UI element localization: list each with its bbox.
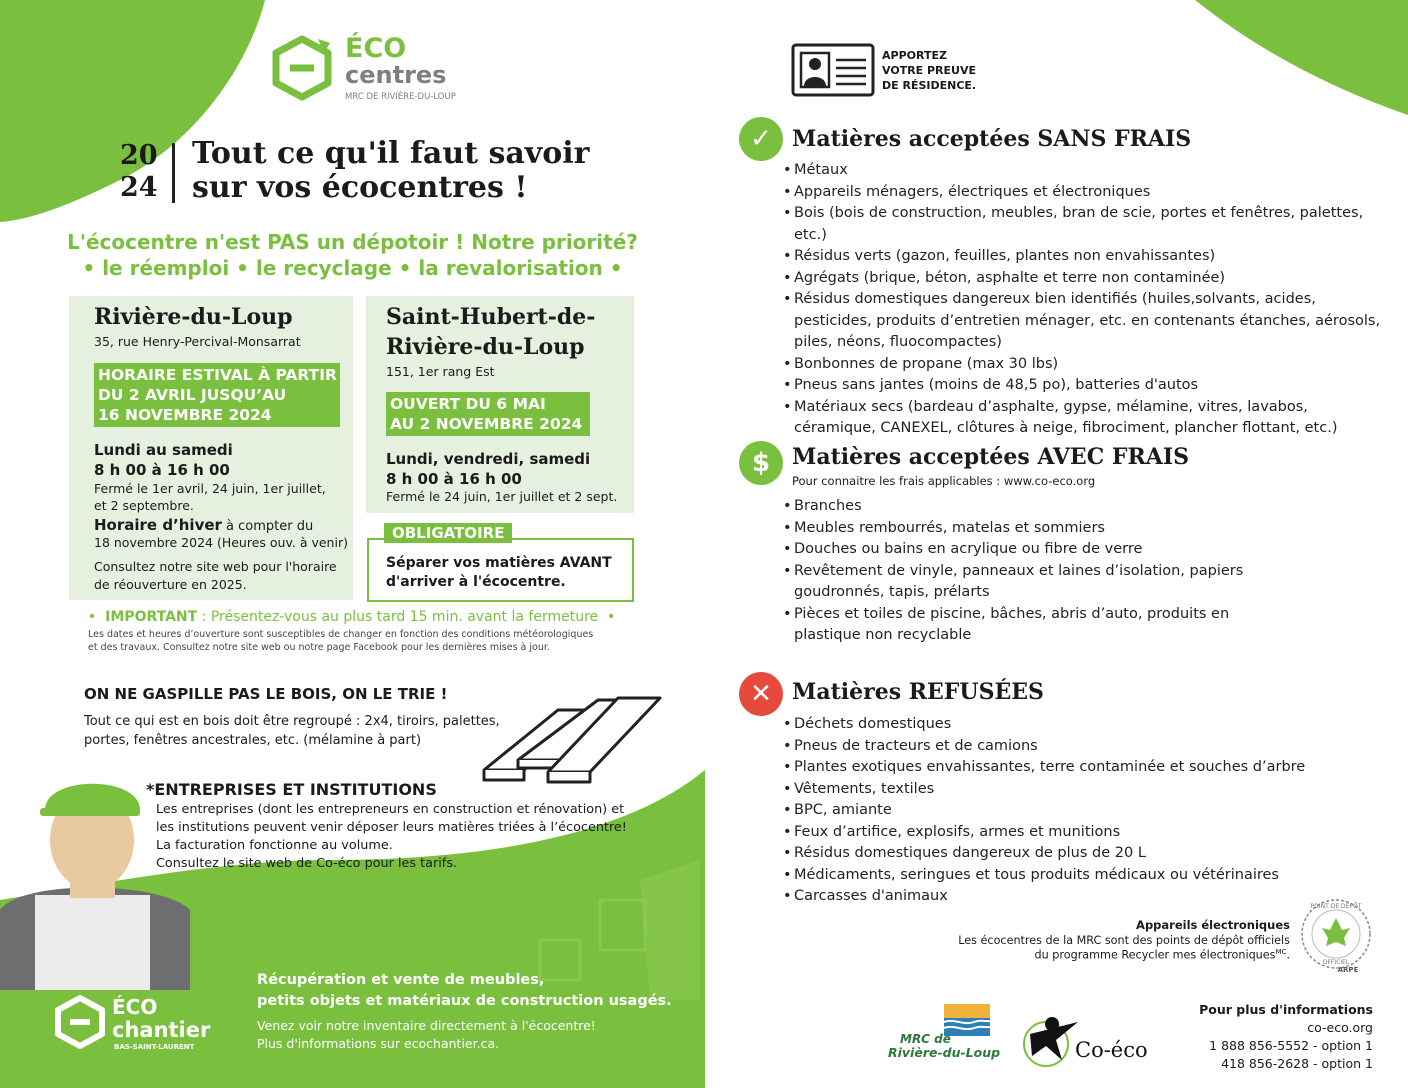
sh-closed: Fermé le 24 juin, 1er juillet et 2 sept. xyxy=(386,489,618,504)
refused-item: • BPC, amiante xyxy=(783,800,1383,822)
contact-phone-2[interactable]: 418 856-2628 - option 1 xyxy=(1221,1056,1373,1071)
rdl-name: Rivière-du-Loup xyxy=(94,304,293,330)
free-item: • Matériaux secs (bardeau d’asphalte, gypse, mélamine, vitres, lavabos, céramique, CANEXEL, clôtures à neige, fibrociment, plancher flottant, etc.) xyxy=(783,397,1383,440)
electronics-sup: MC xyxy=(1275,948,1287,956)
contact-site[interactable]: co-eco.org xyxy=(1307,1020,1373,1035)
business-line-1: Les entreprises (dont les entrepreneurs en construction et rénovation) et xyxy=(156,802,625,817)
rdl-hours: 8 h 00 à 16 h 00 xyxy=(94,461,230,479)
rdl-winter-rest: à compter du xyxy=(221,519,314,534)
official-depot-seal-icon xyxy=(1298,896,1374,976)
rdl-season-tag xyxy=(94,363,340,427)
rdl-consult-1: Consultez notre site web pour l'horaire xyxy=(94,559,337,574)
recycle-logo-icon xyxy=(268,33,336,103)
mandatory-text-1: Séparer vos matières AVANT xyxy=(386,555,612,571)
electronics-line-1: Les écocentres de la MRC sont des points de dépôt officiels xyxy=(958,934,1290,947)
refused-list xyxy=(783,714,1383,908)
mandatory-tag: OBLIGATOIRE xyxy=(384,523,512,543)
business-line-4: Consultez le site web de Co-éco pour les tarifs. xyxy=(156,856,458,871)
seal-top-text: POINT DE DÉPÔT xyxy=(1310,903,1362,910)
ecochantier-logo-3: BAS-SAINT-LAURENT xyxy=(114,1043,195,1051)
coeco-logo-text: Co-éco xyxy=(1075,1038,1148,1062)
sh-season-tag xyxy=(386,392,590,436)
proof-text xyxy=(882,48,976,93)
free-item: • Métaux xyxy=(783,160,1383,182)
sh-name-1: Saint-Hubert-de- xyxy=(386,304,596,330)
rdl-address: 35, rue Henry-Percival-Monsarrat xyxy=(94,334,301,349)
refused-item: • Vêtements, textiles xyxy=(783,779,1383,801)
rdl-closed-1: Fermé le 1er avril, 24 juin, 1er juillet, xyxy=(94,481,326,496)
important-text: : Présentez-vous au plus tard 15 min. avant la fermeture xyxy=(197,609,599,625)
rdl-season-1: HORAIRE ESTIVAL À PARTIR xyxy=(98,366,337,384)
contact-title: Pour plus d'informations xyxy=(1199,1002,1373,1017)
proof-line-3: DE RÉSIDENCE. xyxy=(882,79,977,92)
ecochantier-logo-2: chantier xyxy=(112,1018,211,1042)
rdl-consult-2: de réouverture en 2025. xyxy=(94,577,247,592)
electronics-title: Appareils électroniques xyxy=(1136,918,1290,932)
electronics-line-2-text: du programme Recycler mes électroniques xyxy=(1034,948,1276,962)
rdl-winter-bold: Horaire d’hiver xyxy=(94,516,222,534)
fee-item: • Douches ou bains en acrylique ou fibre de verre xyxy=(783,539,1293,561)
mrc-logo-1: MRC de xyxy=(900,1032,951,1046)
fee-item: • Branches xyxy=(783,496,1293,518)
important-note-1: Les dates et heures d’ouverture sont susceptibles de changer en fonction des conditions météorologiques xyxy=(88,629,594,640)
seal-bottom-text: OFFICIEL xyxy=(1322,959,1350,966)
free-item: • Résidus verts (gazon, feuilles, plantes non envahissantes) xyxy=(783,246,1383,268)
rdl-closed-2: et 2 septembre. xyxy=(94,498,194,513)
wood-line2: portes, fenêtres ancestrales, etc. (mélamine à part) xyxy=(84,733,422,748)
rdl-season-3: 16 NOVEMBRE 2024 xyxy=(98,406,272,424)
id-card-icon xyxy=(790,42,876,98)
free-item: • Pneus sans jantes (moins de 48,5 po), batteries d'autos xyxy=(783,375,1383,397)
free-item: • Résidus domestiques dangereux bien identifiés (huiles,solvants, acides, pesticides, produits d’entretien ménager, etc. en contenants étanches, aérosols, piles, néons, fluocompactes) xyxy=(783,289,1383,354)
important-line: • IMPORTANT : Présentez-vous au plus tard 15 min. avant la fermeture • xyxy=(88,609,616,625)
slogan-line1: L'écocentre n'est PAS un dépotoir ! Notre priorité? xyxy=(67,230,638,254)
refused-item: • Pneus de tracteurs et de camions xyxy=(783,736,1383,758)
refused-item: • Résidus domestiques dangereux de plus de 20 L xyxy=(783,843,1383,865)
mrc-logo-2: Rivière-du-Loup xyxy=(888,1045,1001,1060)
fee-item: • Revêtement de vinyle, panneaux et laines d’isolation, papiers goudronnés, tapis, prélarts xyxy=(783,561,1293,604)
fee-item: • Pièces et toiles de piscine, bâches, abris d’auto, produits en plastique non recyclable xyxy=(783,604,1293,647)
sh-hours: 8 h 00 à 16 h 00 xyxy=(386,470,522,488)
ecochantier-title-1: Récupération et vente de meubles, xyxy=(257,972,545,988)
ecochantier-logo-icon xyxy=(52,994,108,1050)
rdl-days: Lundi au samedi xyxy=(94,441,233,459)
seal-brand-text: ARPE xyxy=(1337,966,1359,974)
title-line2: sur vos écocentres ! xyxy=(192,170,528,205)
ecocentres-logo xyxy=(268,33,336,107)
sh-name-2: Rivière-du-Loup xyxy=(386,334,585,360)
contact-phone-1[interactable]: 1 888 856-5552 - option 1 xyxy=(1209,1038,1373,1053)
business-line-3: La facturation fonctionne au volume. xyxy=(156,838,393,853)
business-line-2: les institutions peuvent venir déposer leurs matières triées à l’écocentre! xyxy=(156,820,627,835)
slogan-line2: • le réemploi • le recyclage • la revalorisation • xyxy=(82,256,623,280)
wood-line1: Tout ce qui est en bois doit être regroupé : 2x4, tiroirs, palettes, xyxy=(84,714,500,729)
wood-title: ON NE GASPILLE PAS LE BOIS, ON LE TRIE ! xyxy=(84,685,448,703)
wood-planks-icon xyxy=(478,690,668,790)
cross-icon: ✕ xyxy=(739,672,783,716)
proof-line-2: VOTRE PREUVE xyxy=(882,64,976,77)
fee-list xyxy=(783,496,1293,647)
mandatory-text-2: d'arriver à l'écocentre. xyxy=(386,574,566,590)
refused-item: • Carcasses d'animaux xyxy=(783,886,1383,908)
logo-line2: centres xyxy=(345,61,447,89)
fee-item: • Meubles rembourrés, matelas et sommiers xyxy=(783,518,1293,540)
sh-days: Lundi, vendredi, samedi xyxy=(386,450,591,468)
title-line1: Tout ce qu'il faut savoir xyxy=(192,136,590,171)
rdl-season-2: DU 2 AVRIL JUSQU’AU xyxy=(98,386,287,404)
ecochantier-logo-1: ÉCO xyxy=(112,995,158,1019)
logo-sub: MRC DE RIVIÈRE-DU-LOUP xyxy=(345,92,456,102)
ecochantier-text-2: Plus d'informations sur ecochantier.ca. xyxy=(257,1036,500,1051)
rdl-winter xyxy=(94,516,313,534)
sh-season-1: OUVERT DU 6 MAI xyxy=(390,395,546,413)
checkmark-icon: ✓ xyxy=(739,117,783,161)
proof-line-1: APPORTEZ xyxy=(882,49,947,62)
dollar-icon: $ xyxy=(739,441,783,485)
ecochantier-text-1: Venez voir notre inventaire directement à l'écocentre! xyxy=(257,1018,596,1033)
sh-address: 151, 1er rang Est xyxy=(386,364,495,379)
important-note-2: et des travaux. Consultez notre site web ou notre page Facebook pour les dernières mises à jour. xyxy=(88,642,550,653)
rdl-winter-line2: 18 novembre 2024 (Heures ouv. à venir) xyxy=(94,535,348,550)
business-title: *ENTREPRISES ET INSTITUTIONS xyxy=(146,780,437,799)
free-list xyxy=(783,160,1383,440)
free-item: • Bonbonnes de propane (max 30 lbs) xyxy=(783,354,1383,376)
fee-subtitle: Pour connaitre les frais applicables : www.co-eco.org xyxy=(792,474,1096,488)
refused-title: Matières REFUSÉES xyxy=(792,679,1044,705)
logo-line1: ÉCO xyxy=(345,33,407,64)
free-title: Matières acceptées SANS FRAIS xyxy=(792,126,1192,152)
fee-title: Matières acceptées AVEC FRAIS xyxy=(792,444,1190,470)
title-divider xyxy=(172,143,175,203)
important-label: IMPORTANT xyxy=(105,609,198,625)
year-top: 20 xyxy=(120,140,158,171)
free-item: • Bois (bois de construction, meubles, bran de scie, portes et fenêtres, palettes, etc.) xyxy=(783,203,1383,246)
free-item: • Agrégats (brique, béton, asphalte et terre non contaminée) xyxy=(783,268,1383,290)
year-bottom: 24 xyxy=(120,172,158,203)
sh-season-2: AU 2 NOVEMBRE 2024 xyxy=(390,415,583,433)
business-text xyxy=(156,801,627,873)
refused-item: • Déchets domestiques xyxy=(783,714,1383,736)
electronics-line-2: du programme Recycler mes électroniques$^{MC}$. xyxy=(1034,948,1290,962)
refused-item: • Plantes exotiques envahissantes, terre contaminée et souches d’arbre xyxy=(783,757,1383,779)
ecochantier-title-2: petits objets et matériaux de construction usagés. xyxy=(257,993,672,1009)
free-item: • Appareils ménagers, électriques et électroniques xyxy=(783,182,1383,204)
refused-item: • Feux d’artifice, explosifs, armes et munitions xyxy=(783,822,1383,844)
refused-item: • Médicaments, seringues et tous produits médicaux ou vétérinaires xyxy=(783,865,1383,887)
